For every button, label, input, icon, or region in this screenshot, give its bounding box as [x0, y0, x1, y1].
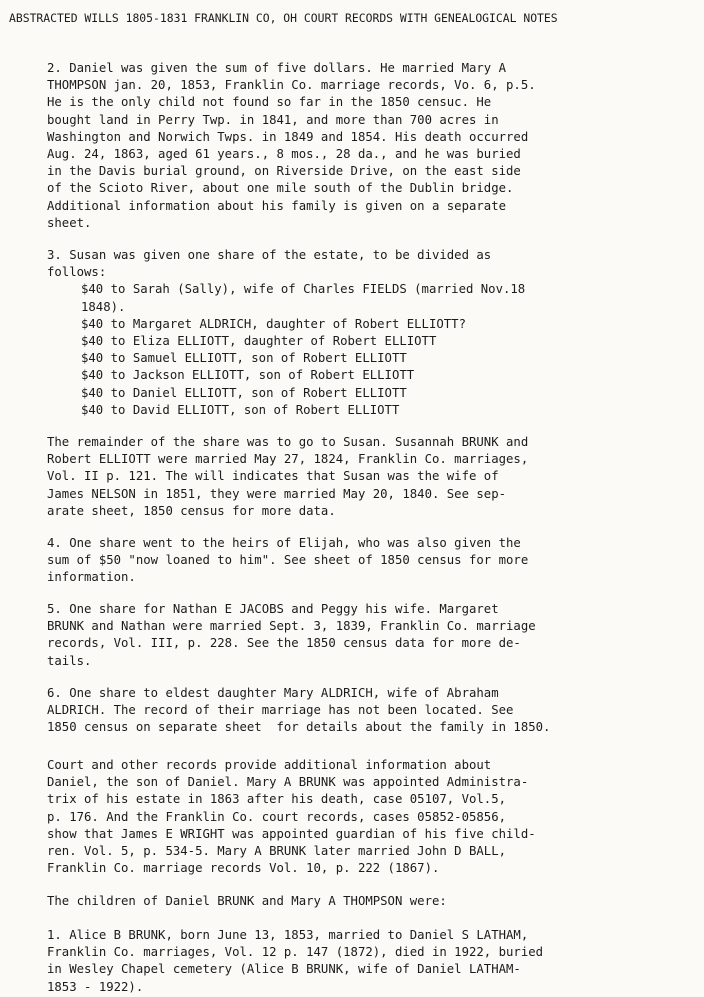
- text-line: show that James E WRIGHT was appointed guardian of his five child-: [47, 826, 536, 841]
- text-line: in the Davis burial ground, on Riverside Drive, on the east side: [47, 164, 521, 179]
- bequest-item: $40 to Jackson ELLIOTT, son of Robert ELLIOTT: [81, 368, 415, 383]
- paragraph-child-1: [47, 927, 647, 996]
- text-line: Vol. II p. 121. The will indicates that Susan was the wife of: [47, 469, 499, 484]
- bequest-item: $40 to Eliza ELLIOTT, daughter of Robert ELLIOTT: [81, 334, 437, 349]
- text-line: He is the only child not found so far in the 1850 censuc. He: [47, 95, 492, 110]
- text-line: 2. Daniel was given the sum of five dollars. He married Mary A: [47, 61, 507, 75]
- text-line: Court and other records provide additional information about: [47, 758, 492, 772]
- paragraph-4: [47, 535, 647, 587]
- text-line: records, Vol. III, p. 228. See the 1850 census data for more de-: [47, 636, 521, 651]
- text-line: Franklin Co. marriage records Vol. 10, p. 222 (1867).: [47, 861, 440, 876]
- text-line: The remainder of the share was to go to Susan. Susannah BRUNK and: [47, 435, 529, 449]
- text-line: Additional information about his family is given on a separate: [47, 198, 507, 213]
- text-line: arate sheet, 1850 census for more data.: [47, 503, 336, 518]
- text-line: of the Scioto River, about one mile south of the Dublin bridge.: [47, 181, 514, 196]
- text-line: Daniel, the son of Daniel. Mary A BRUNK was appointed Administra-: [47, 775, 529, 790]
- paragraph-3: [47, 247, 647, 419]
- text-line: in Wesley Chapel cemetery (Alice B BRUNK, wife of Daniel LATHAM-: [47, 962, 521, 977]
- paragraph-2: [47, 60, 647, 232]
- text-line: Aug. 24, 1863, aged 61 years., 8 mos., 28 da., and he was buried: [47, 147, 521, 162]
- bequest-item: $40 to David ELLIOTT, son of Robert ELLIOTT: [81, 402, 400, 417]
- text-line: sheet.: [47, 215, 92, 230]
- text-line: tails.: [47, 653, 92, 668]
- text-line: bought land in Perry Twp. in 1841, and more than 700 acres in: [47, 112, 499, 127]
- text-line: 4. One share went to the heirs of Elijah, who was also given the: [47, 536, 521, 550]
- text-line: Washington and Norwich Twps. in 1849 and 1854. His death occurred: [47, 129, 529, 144]
- text-line: 1850 census on separate sheet for details about the family in 1850.: [47, 720, 551, 735]
- children-heading: [47, 893, 647, 910]
- paragraph-court-records: [47, 757, 647, 877]
- text-line: trix of his estate in 1863 after his death, case 05107, Vol.5,: [47, 792, 507, 807]
- text-line: James NELSON in 1851, they were married May 20, 1840. See sep-: [47, 486, 507, 501]
- text-line: p. 176. And the Franklin Co. court records, cases 05852-05856,: [47, 809, 507, 824]
- text-line: BRUNK and Nathan were married Sept. 3, 1839, Franklin Co. marriage: [47, 619, 536, 634]
- paragraph-remainder: [47, 434, 647, 520]
- text-line: The children of Daniel BRUNK and Mary A THOMPSON were:: [47, 894, 447, 908]
- bequest-list: [47, 281, 647, 419]
- text-line: ren. Vol. 5, p. 534-5. Mary A BRUNK later married John D BALL,: [47, 844, 507, 859]
- text-line: information.: [47, 570, 136, 585]
- text-line: sum of $50 "now loaned to him". See sheet of 1850 census for more: [47, 553, 529, 568]
- text-line: 3. Susan was given one share of the estate, to be divided as: [47, 248, 492, 262]
- text-line: THOMPSON jan. 20, 1853, Franklin Co. marriage records, Vo. 6, p.5.: [47, 78, 536, 93]
- text-line: follows:: [47, 265, 107, 280]
- bequest-item: $40 to Samuel ELLIOTT, son of Robert ELLIOTT: [81, 351, 407, 366]
- bequest-item-continued: 1848).: [81, 299, 126, 314]
- text-line: 1853 - 1922).: [47, 979, 144, 994]
- text-line: ALDRICH. The record of their marriage has not been located. See: [47, 703, 514, 718]
- bequest-item: $40 to Daniel ELLIOTT, son of Robert ELLIOTT: [81, 385, 407, 400]
- paragraph-6: [47, 685, 647, 737]
- text-line: Franklin Co. marriages, Vol. 12 p. 147 (1872), died in 1922, buried: [47, 945, 544, 960]
- paragraph-5: [47, 601, 647, 670]
- bequest-item: $40 to Margaret ALDRICH, daughter of Robert ELLIOTT?: [81, 316, 466, 331]
- text-line: 5. One share for Nathan E JACOBS and Peggy his wife. Margaret: [47, 602, 499, 616]
- document-header: ABSTRACTED WILLS 1805-1831 FRANKLIN CO, OH COURT RECORDS WITH GENEALOGICAL NOTES: [9, 11, 558, 25]
- bequest-item: $40 to Sarah (Sally), wife of Charles FIELDS (married Nov.18: [81, 282, 526, 297]
- text-line: Robert ELLIOTT were married May 27, 1824, Franklin Co. marriages,: [47, 452, 529, 467]
- text-line: 1. Alice B BRUNK, born June 13, 1853, married to Daniel S LATHAM,: [47, 928, 529, 942]
- text-line: 6. One share to eldest daughter Mary ALDRICH, wife of Abraham: [47, 686, 499, 700]
